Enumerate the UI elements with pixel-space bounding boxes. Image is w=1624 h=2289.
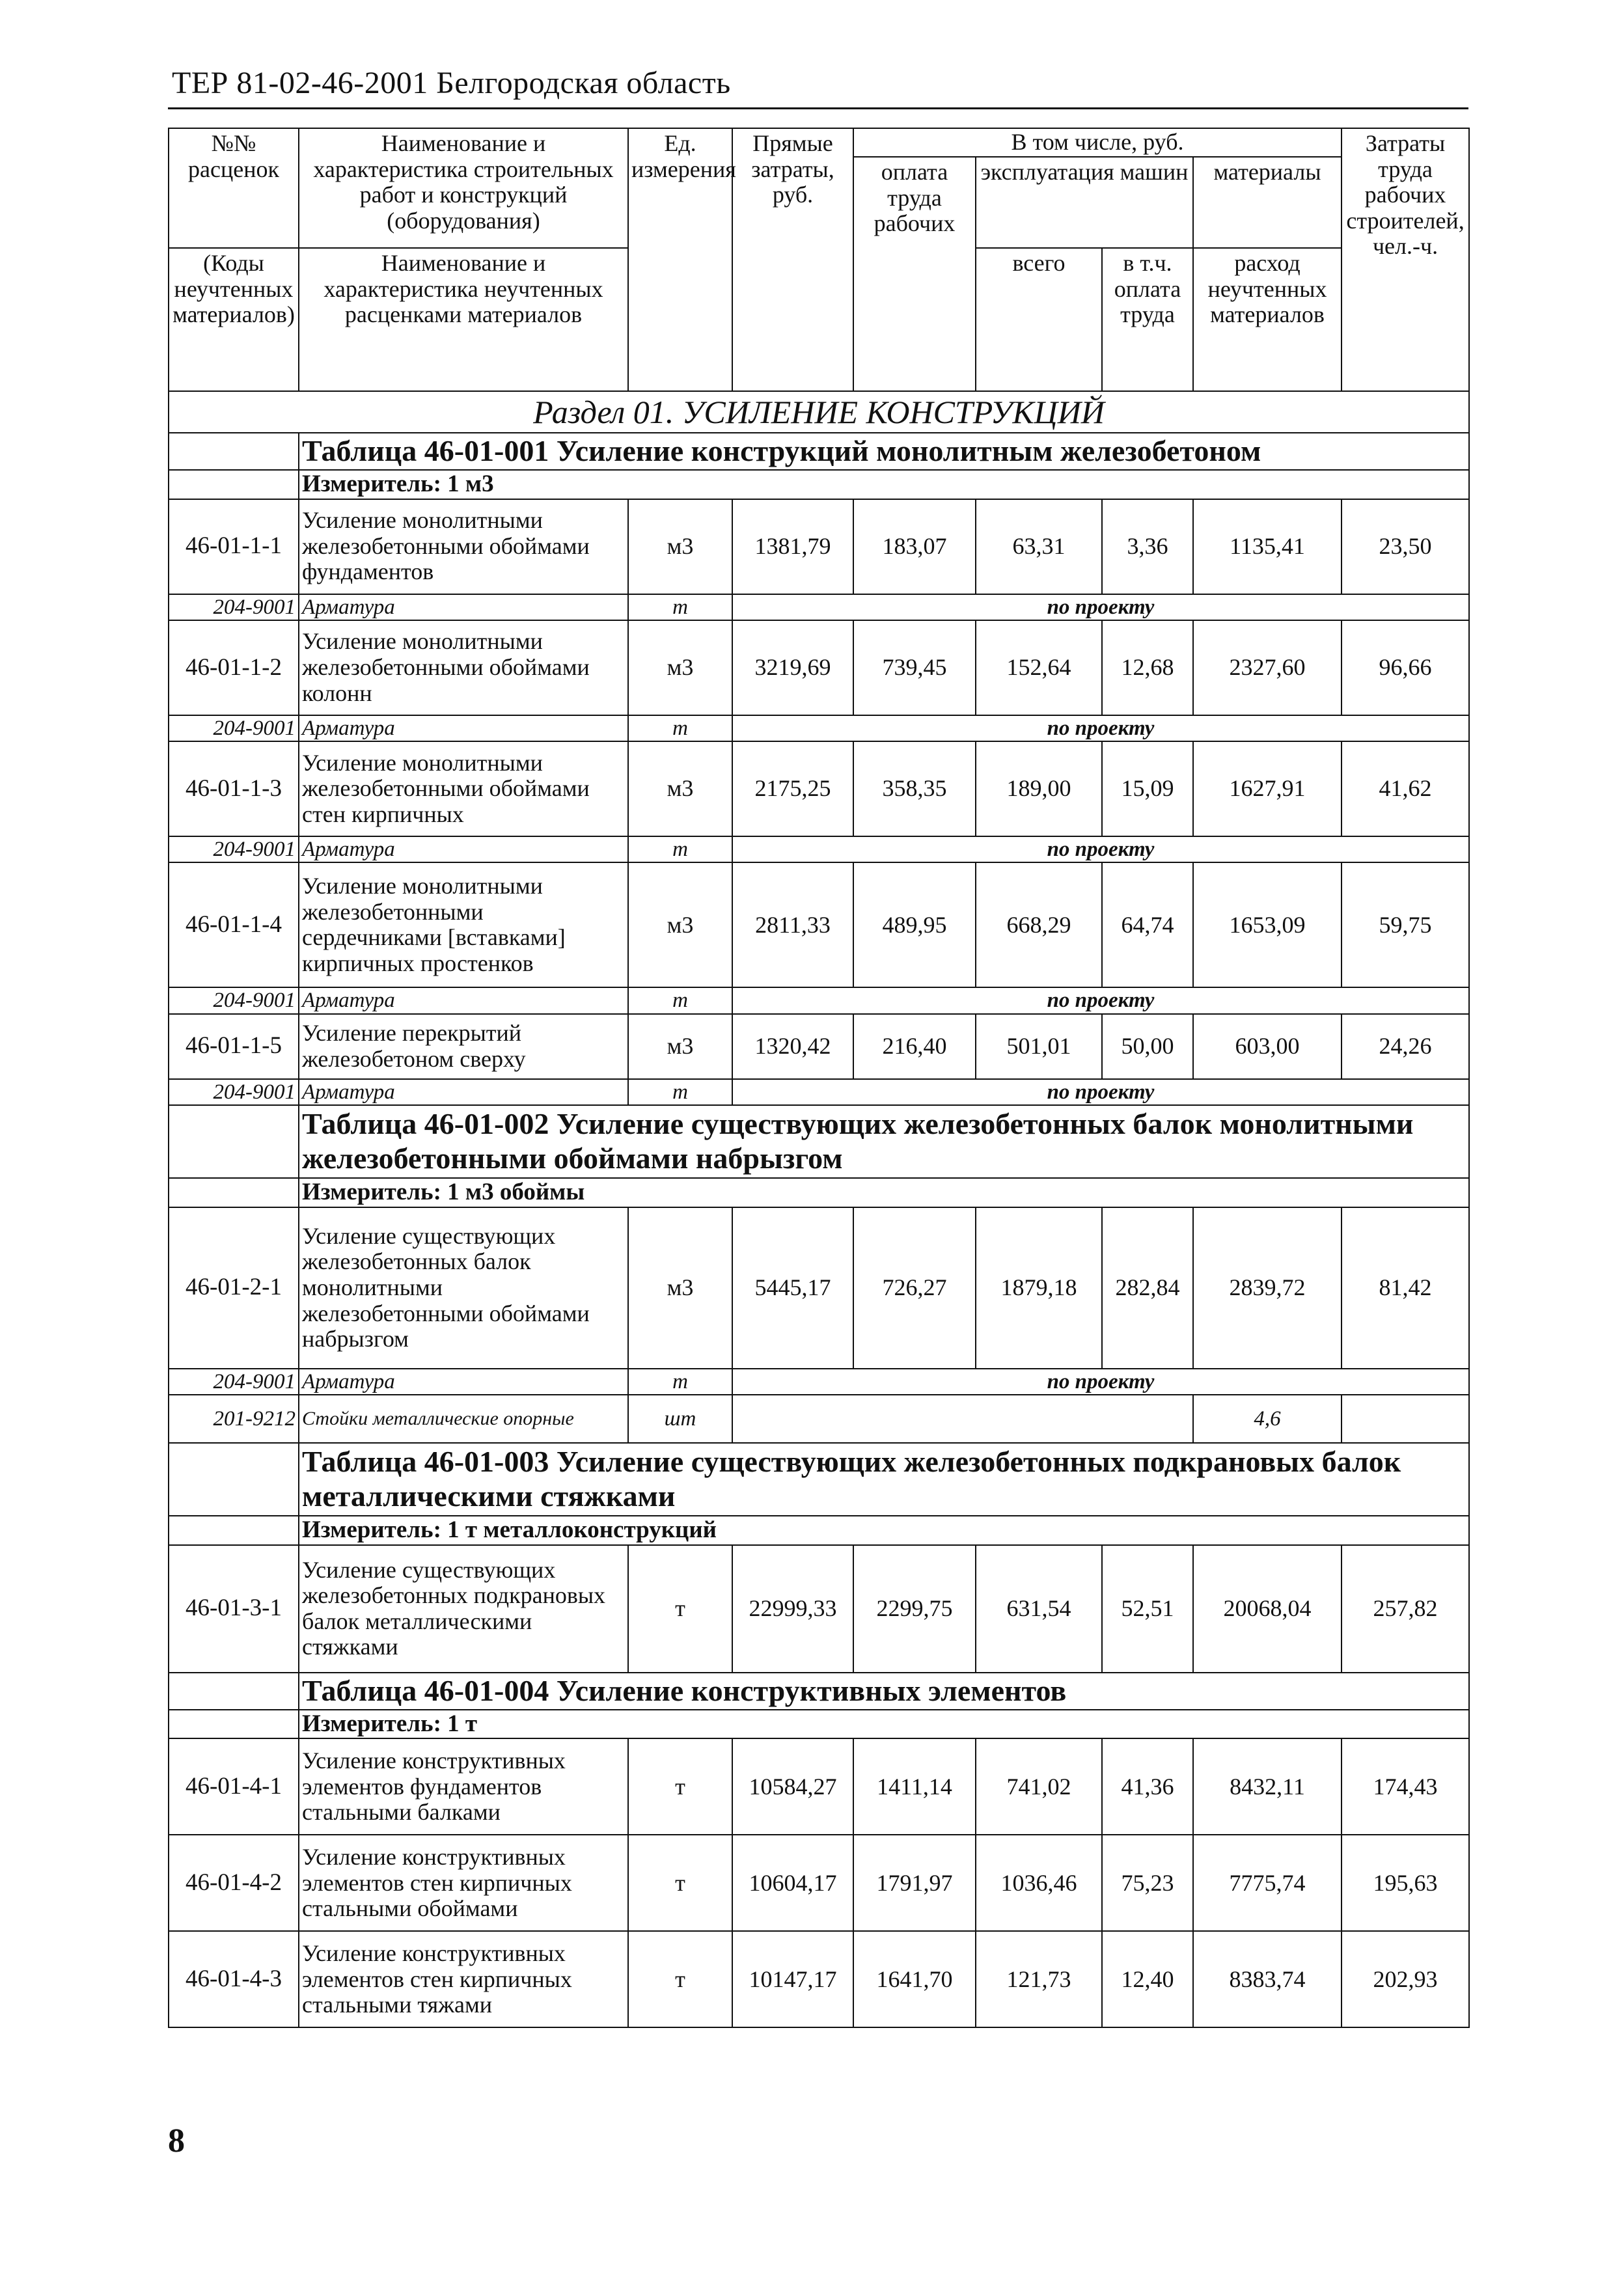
- material-row: 204-9001 Арматура т по проекту: [169, 1369, 1469, 1395]
- col-header-code-sub: (Коды неучтенных материалов): [169, 248, 299, 391]
- material-row: 204-9001 Арматура т по проекту: [169, 987, 1469, 1013]
- col-header-labor: Затраты труда рабочих строителей, чел.-ч.: [1342, 128, 1469, 391]
- price-table: [168, 128, 1470, 2028]
- table-title-004: Таблица 46-01-004 Усиление конструктивных элементов: [299, 1673, 1469, 1710]
- header-rule: [168, 107, 1468, 109]
- measure-001: Измеритель: 1 м3: [299, 470, 1469, 499]
- col-header-code: №№ расценок: [169, 128, 299, 248]
- table-row: 46-01-1-5 Усиление перекрытий железобетоном сверху м3 1320,42 216,40 501,01 50,00 603,00 24,26: [169, 1014, 1469, 1079]
- col-header-wages: оплата труда рабочих: [853, 157, 976, 391]
- section-title: Раздел 01. УСИЛЕНИЕ КОНСТРУКЦИЙ: [169, 391, 1469, 433]
- table-row: 46-01-1-1 Усиление монолитными железобетонными обоймами фундаментов м3 1381,79 183,07 63,31 3,36 1135,41 23,50: [169, 499, 1469, 594]
- material-row: 201-9212 Стойки металлические опорные шт 4,6: [169, 1395, 1469, 1443]
- col-header-direct: Прямые затраты, руб.: [732, 128, 853, 391]
- material-row: 204-9001 Арматура т по проекту: [169, 594, 1469, 620]
- table-title-002: Таблица 46-01-002 Усиление существующих железобетонных балок монолитными железобетонными обоймами набрызгом: [299, 1105, 1469, 1178]
- table-row: 46-01-4-1 Усиление конструктивных элементов фундаментов стальными балками т 10584,27 1411,14 741,02 41,36 8432,11 174,43: [169, 1738, 1469, 1835]
- table-row: 46-01-2-1 Усиление существующих железобетонных балок монолитными железобетонными обоймами набрызгом м3 5445,17 726,27 1879,18 282,84 2839,72 81,42: [169, 1207, 1469, 1369]
- table-row: 46-01-1-4 Усиление монолитными железобетонными сердечниками [вставками] кирпичных простенков м3 2811,33 489,95 668,29 64,74 1653,09 59,75: [169, 862, 1469, 987]
- col-header-machines-total: всего: [976, 248, 1102, 391]
- table-row: 46-01-4-2 Усиление конструктивных элементов стен кирпичных стальными обоймами т 10604,17 1791,97 1036,46 75,23 7775,74 195,63: [169, 1835, 1469, 1931]
- col-header-name-sub: Наименование и характеристика неучтенных расценками материалов: [299, 248, 628, 391]
- page-number: 8: [168, 2122, 185, 2159]
- col-header-materials: материалы: [1193, 157, 1342, 248]
- measure-004: Измеритель: 1 т: [299, 1710, 1469, 1739]
- table-row: 46-01-4-3 Усиление конструктивных элементов стен кирпичных стальными тяжами т 10147,17 1641,70 121,73 12,40 8383,74 202,93: [169, 1931, 1469, 2027]
- material-row: 204-9001 Арматура т по проекту: [169, 715, 1469, 741]
- table-row: 46-01-3-1 Усиление существующих железобетонных подкрановых балок металлическими стяжками т 22999,33 2299,75 631,54 52,51 20068,04 257,82: [169, 1545, 1469, 1673]
- col-header-machines-wages: в т.ч. оплата труда: [1102, 248, 1193, 391]
- table-row: 46-01-1-2 Усиление монолитными железобетонными обоймами колонн м3 3219,69 739,45 152,64 12,68 2327,60 96,66: [169, 620, 1469, 715]
- col-header-unit: Ед. измерения: [628, 128, 732, 391]
- measure-003: Измеритель: 1 т металлоконструкций: [299, 1516, 1469, 1545]
- document-header-title: ТЕР 81-02-46-2001 Белгородская область: [172, 66, 731, 100]
- table-title-003: Таблица 46-01-003 Усиление существующих железобетонных подкрановых балок металлическими стяжками: [299, 1443, 1469, 1516]
- col-header-incl: В том числе, руб.: [853, 128, 1342, 157]
- material-row: 204-9001 Арматура т по проекту: [169, 836, 1469, 862]
- table-row: 46-01-1-3 Усиление монолитными железобетонными обоймами стен кирпичных м3 2175,25 358,35 189,00 15,09 1627,91 41,62: [169, 741, 1469, 836]
- measure-002: Измеритель: 1 м3 обоймы: [299, 1178, 1469, 1207]
- col-header-materials-sub: расход неучтенных материалов: [1193, 248, 1342, 391]
- col-header-machines: эксплуатация машин: [976, 157, 1193, 248]
- table-title-001: Таблица 46-01-001 Усиление конструкций монолитным железобетоном: [299, 433, 1469, 470]
- material-row: 204-9001 Арматура т по проекту: [169, 1079, 1469, 1105]
- col-header-name: Наименование и характеристика строительных работ и конструкций (оборудования): [299, 128, 628, 248]
